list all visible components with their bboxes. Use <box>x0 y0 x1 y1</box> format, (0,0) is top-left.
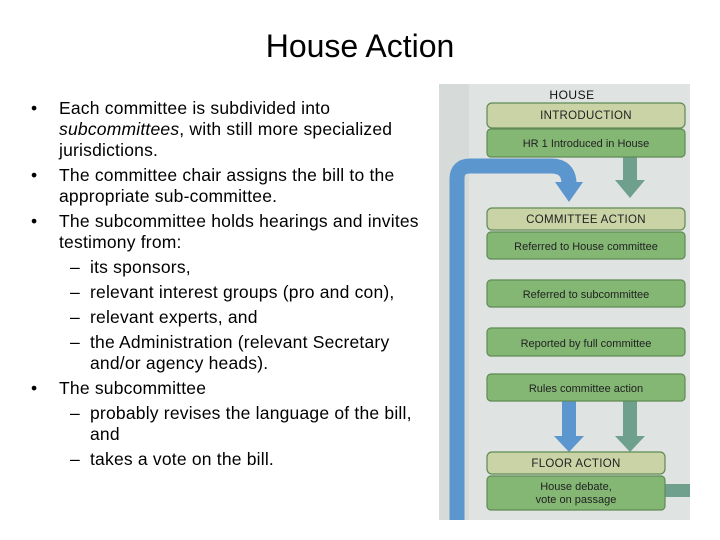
floor-debate-label-line2: vote on passage <box>535 494 617 506</box>
green-right-arrow <box>665 484 690 497</box>
bullet-item <box>28 98 428 161</box>
referred-house-label: Referred to House committee <box>514 241 658 253</box>
floor-debate-label-line1: House debate, <box>540 481 612 493</box>
house-flowchart-figure <box>439 84 690 520</box>
committee-action-label: COMMITTEE ACTION <box>526 214 646 226</box>
bullet-text: Each committee is subdivided into <box>59 98 331 118</box>
bullet-list <box>28 98 428 474</box>
blue-arrowhead-icon <box>554 436 584 452</box>
sub-bullet-item: – takes a vote on the bill. <box>28 449 428 470</box>
blue-arrowhead-icon <box>555 182 583 202</box>
referred-sub-label: Referred to subcommittee <box>522 289 650 301</box>
sub-bullet-item: – its sponsors, <box>28 257 428 278</box>
bullet-item: • The subcommittee holds hearings and invites testimony from: <box>28 211 428 253</box>
rules-label: Rules committee action <box>528 383 644 395</box>
sub-bullet-item: – probably revises the language of the bill, and <box>28 403 428 445</box>
hr1-label: HR 1 Introduced in House <box>522 138 650 150</box>
sub-bullet-item: – relevant experts, and <box>28 307 428 328</box>
green-arrowhead-icon <box>615 180 645 198</box>
flowchart-svg <box>439 84 690 520</box>
introduction-label: INTRODUCTION <box>540 110 632 122</box>
sub-bullet-item: – relevant interest groups (pro and con), <box>28 282 428 303</box>
reported-label: Reported by full committee <box>520 338 652 350</box>
green-down-arrow <box>623 156 637 182</box>
floor-action-label: FLOOR ACTION <box>531 458 621 470</box>
sub-bullet-item: – the Administration (relevant Secretary and/or agency heads). <box>28 332 428 374</box>
house-header: HOUSE <box>549 88 595 102</box>
slide-title: House Action <box>265 28 455 64</box>
green-arrowhead-icon <box>615 436 645 452</box>
bullet-item: • The subcommittee <box>28 378 428 399</box>
bullet-item: • The committee chair assigns the bill to the appropriate sub-committee. <box>28 165 428 207</box>
bullet-emphasis: subcommittees <box>59 119 180 139</box>
bullet-text: , with still more specialized jurisdictions. <box>59 119 393 160</box>
